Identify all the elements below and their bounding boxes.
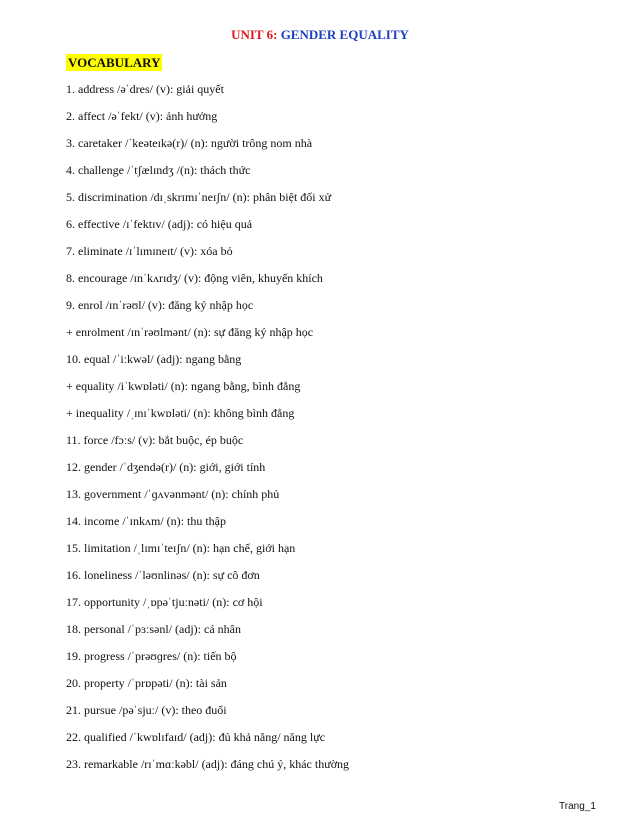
vocabulary-entry: + enrolment /ɪnˈrəʊlmənt/ (n): sự đăng ký nhập học [66,325,314,339]
vocabulary-entry: 10. equal /ˈiːkwəl/ (adj): ngang bằng [66,352,242,366]
vocabulary-entry: + inequality /ˌɪnɪˈkwɒləti/ (n): không bình đẳng [66,406,295,420]
vocabulary-entry: 9. enrol /ɪnˈrəʊl/ (v): đăng ký nhập học [66,298,254,312]
vocabulary-entry: + equality /iˈkwɒləti/ (n): ngang bằng, bình đẳng [66,379,301,393]
vocabulary-entry: 7. eliminate /ɪˈlɪmɪneɪt/ (v): xóa bỏ [66,244,233,258]
vocabulary-entry: 13. government /ˈɡʌvənmənt/ (n): chính phủ [66,487,280,501]
vocabulary-entry: 18. personal /ˈpɜːsənl/ (adj): cá nhân [66,622,241,636]
vocabulary-entry: 16. loneliness /ˈləʊnlinəs/ (n): sự cô đơn [66,568,260,582]
vocabulary-entry: 23. remarkable /rɪˈmɑːkəbl/ (adj): đáng chú ý, khác thường [66,757,350,771]
vocabulary-entry: 14. income /ˈɪnkʌm/ (n): thu thập [66,514,226,528]
vocabulary-entry: 21. pursue /pəˈsjuː/ (v): theo đuổi [66,703,227,717]
vocabulary-entry: 15. limitation /ˌlɪmɪˈteɪʃn/ (n): hạn chế, giới hạn [66,541,296,555]
vocabulary-entry: 17. opportunity /ˌɒpəˈtjuːnəti/ (n): cơ hội [66,595,263,609]
unit-topic: GENDER EQUALITY [280,27,409,42]
vocabulary-entry: 12. gender /ˈdʒendə(r)/ (n): giới, giới tính [66,460,266,474]
vocabulary-entry: 6. effective /ɪˈfektɪv/ (adj): có hiệu quả [66,217,253,231]
vocabulary-entry: 5. discrimination /dɪˌskrɪmɪˈneɪʃn/ (n): phân biệt đối xử [66,190,332,204]
vocabulary-entry: 2. affect /əˈfekt/ (v): ảnh hưởng [66,109,218,123]
vocabulary-entry: 1. address /əˈdres/ (v): giải quyết [66,82,224,96]
vocabulary-entry: 8. encourage /ɪnˈkʌrɪdʒ/ (v): động viên, khuyến khích [66,271,323,285]
vocabulary-entry: 4. challenge /ˈtʃælɪndʒ /(n): thách thức [66,163,251,177]
vocabulary-entry: 20. property /ˈprɒpəti/ (n): tài sản [66,676,227,690]
vocabulary-entry: 3. caretaker /ˈkeəteɪkə(r)/ (n): người trông nom nhà [66,136,313,150]
page-number: Trang_1 [559,801,596,812]
vocabulary-list [66,82,349,784]
vocabulary-entry: 22. qualified /ˈkwɒlɪfaɪd/ (adj): đủ khả năng/ năng lực [66,730,326,744]
vocabulary-entry: 19. progress /ˈprəʊɡres/ (n): tiến bộ [66,649,237,663]
vocabulary-heading: VOCABULARY [68,55,161,70]
unit-number: UNIT 6: [231,27,278,42]
page-title [0,27,640,43]
vocabulary-entry: 11. force /fɔːs/ (v): bắt buộc, ép buộc [66,433,244,447]
